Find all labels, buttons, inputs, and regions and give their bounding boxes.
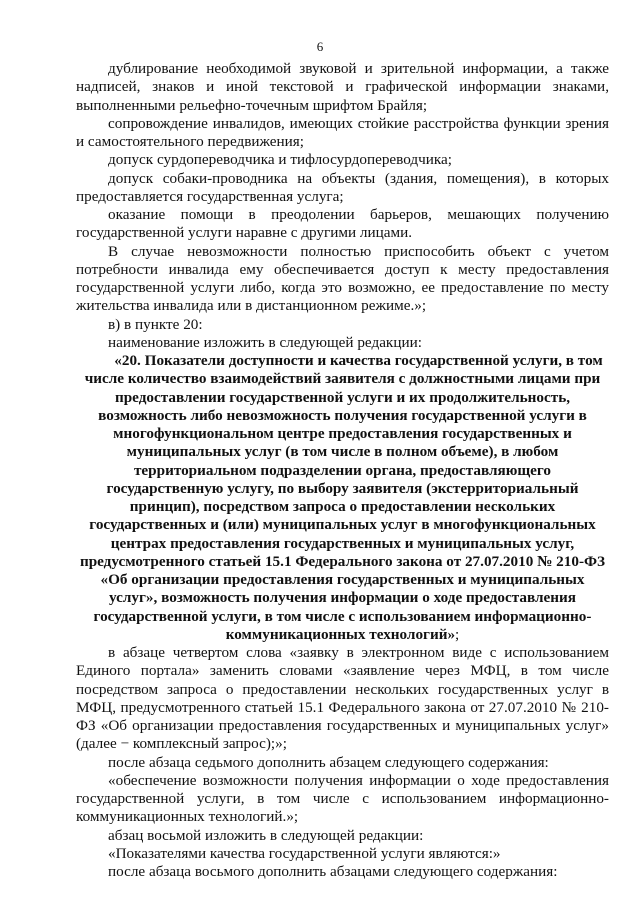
paragraph-barriers: оказание помощи в преодолении барьеров, мешающих получению государственной услуги наравне с другими лицами. (76, 206, 609, 242)
paragraph-sign-interpreter: допуск сурдопереводчика и тифлосурдопереводчика; (108, 151, 452, 169)
document-body (76, 60, 609, 881)
paragraph-braille: дублирование необходимой звуковой и зрительной информации, а также надписей, знаков и иной текстовой и графической информации знаками, выполненными рельефно-точечным шрифтом Брайля; (76, 60, 609, 114)
paragraph-point-20: в) в пункте 20: (108, 315, 203, 333)
paragraph-info-provision: «обеспечение возможности получения информации о ходе предоставления государственной услуги, в том числе с использованием информационно-коммуникационных технологий.»; (76, 771, 609, 826)
paragraph-impossibility: В случае невозможности полностью приспособить объект с учетом потребности инвалида ему обеспечивается доступ к месту предоставления государственной услуги либо, когда это возможно, ее предоставление по месту жительства инвалида или в дистанционном режиме.»; (76, 242, 609, 315)
section-20-heading-suffix: ; (455, 625, 460, 643)
paragraph-guide-dog: допуск собаки-проводника на объекты (здания, помещения), в которых предоставляется государственная услуга; (76, 169, 609, 205)
paragraph-escort: сопровождение инвалидов, имеющих стойкие расстройства функции зрения и самостоятельного передвижения; (76, 114, 609, 150)
page-number: 6 (316, 39, 324, 54)
paragraph-quality-indicators: «Показателями качества государственной услуги являются:» (108, 844, 501, 862)
paragraph-after-seventh: после абзаца седьмого дополнить абзацем следующего содержания: (108, 753, 549, 771)
paragraph-after-eighth: после абзаца восьмого дополнить абзацами следующего содержания: (108, 863, 558, 880)
paragraph-fourth-abzac: в абзаце четвертом слова «заявку в электронном виде с использованием Единого портала» заменить словами «заявление через МФЦ, в том числе посредством запроса о предоставлении нескольких государственных услуг в МФЦ, предусмотренного статьей 15.1 Федерального закона от 27.07.2010 № 210-ФЗ «Об организации предоставления государственных и муниципальных услуг» (далее − комплексный запрос);»; (76, 644, 609, 753)
paragraph-name-edit: наименование изложить в следующей редакции: (108, 333, 422, 351)
section-20-heading-text: «20. Показатели доступности и качества государственной услуги, в том числе количество взаимодействий заявителя с должностными лицами при предоставлении государственной услуги и их продолжительность, возможность либо невозможность получения государственной услуги в многофункциональном центре предоставления государственных и муниципальных услуг (в том числе в полном объеме), в любом территориальном подразделении органа, предоставляющего государственную услугу, по выбору заявителя (экстерриториальный принцип), посредством запроса о предоставлении нескольких государственных и (или) муниципальных услуг в многофункциональных центрах предоставления государственных и муниципальных услуг, предусмотренного статьей 15.1 Федерального закона от 27.07.2010 № 210-ФЗ «Об организации предоставления государственных и муниципальных услуг», возможность получения информации о ходе предоставления государственной услуги, в том числе с использованием информационно-коммуникационных технологий» (79, 352, 606, 643)
section-20-heading (76, 352, 609, 644)
paragraph-eighth-edit: абзац восьмой изложить в следующей редакции: (108, 826, 424, 844)
